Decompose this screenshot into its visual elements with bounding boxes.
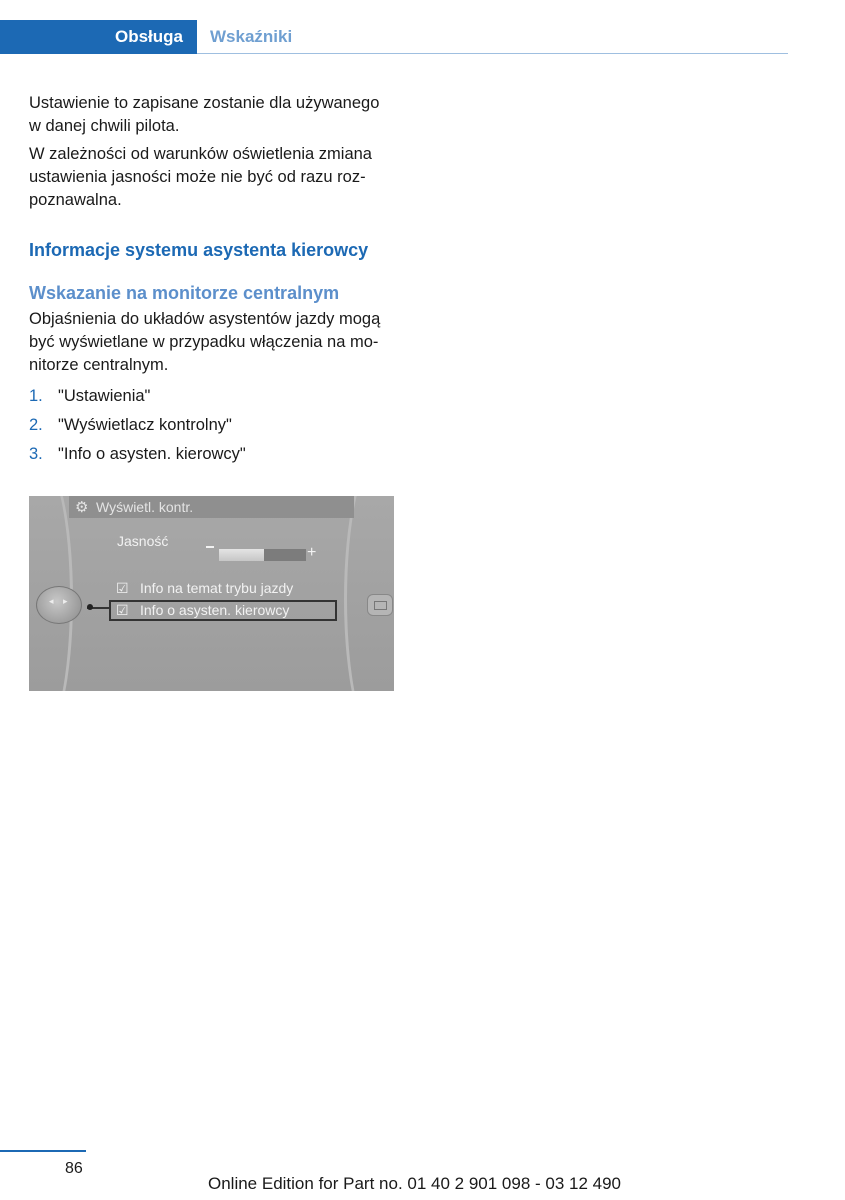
option-label: Info na temat trybu jazdy [140, 580, 294, 596]
step-number: 1. [29, 387, 43, 405]
step-text: "Ustawienia" [58, 387, 151, 405]
minus-icon[interactable] [206, 546, 214, 548]
subsection-heading: Wskazanie na monitorze centralnym [29, 283, 340, 303]
arrow-left-icon: ◂ [49, 596, 54, 606]
page-header [0, 20, 788, 54]
edition-note: Online Edition for Part no. 01 40 2 901 098 - 03 12 490 [208, 1174, 622, 1193]
screen-figure [29, 496, 394, 691]
brightness-slider-fill [219, 549, 264, 561]
list-item [29, 385, 395, 408]
header-rule [197, 53, 788, 54]
section-heading: Informacje systemu asystenta kierowcy [29, 240, 369, 260]
step-number: 2. [29, 416, 43, 434]
option-driving-mode[interactable] [116, 580, 293, 597]
options-button-icon[interactable] [367, 594, 393, 616]
checkbox-icon[interactable]: ☑ [116, 602, 129, 618]
paragraph: Objaśnienia do układów asystentów jazdy mogą być wyświetlane w przypadku włączenia na monitorze centralnym. [29, 310, 381, 374]
tab-wskazniki[interactable]: Wskaźniki [210, 27, 293, 46]
controller-knob-icon [36, 586, 82, 624]
tab-obsluga[interactable]: Obsługa [0, 20, 197, 54]
step-text: "Info o asysten. kierowcy" [58, 445, 246, 463]
main-content [29, 92, 395, 472]
list-item [29, 414, 395, 437]
paragraph: W zależności od warunków oświetlenia zmiana ustawienia jasności może nie być od razu rozpoznawalna. [29, 145, 372, 209]
pointer-dot [87, 604, 93, 610]
brightness-label: Jasność [117, 533, 169, 549]
gear-icon: ⚙ [75, 499, 89, 516]
footer-rule [0, 1150, 86, 1152]
option-label: Info o asysten. kierowcy [140, 602, 290, 618]
paragraph: Ustawienie to zapisane zostanie dla używanego w danej chwili pilota. [29, 94, 380, 135]
step-text: "Wyświetlacz kontrolny" [58, 416, 232, 434]
steps-list [29, 385, 395, 466]
checkbox-icon[interactable]: ☑ [116, 580, 129, 596]
step-number: 3. [29, 445, 43, 463]
list-item [29, 443, 395, 466]
page-number: 86 [65, 1160, 83, 1177]
plus-icon[interactable]: + [307, 544, 317, 561]
arrow-right-icon: ▸ [63, 596, 68, 606]
selection-highlight [109, 600, 337, 621]
screen-title: Wyświetl. kontr. [96, 499, 194, 515]
